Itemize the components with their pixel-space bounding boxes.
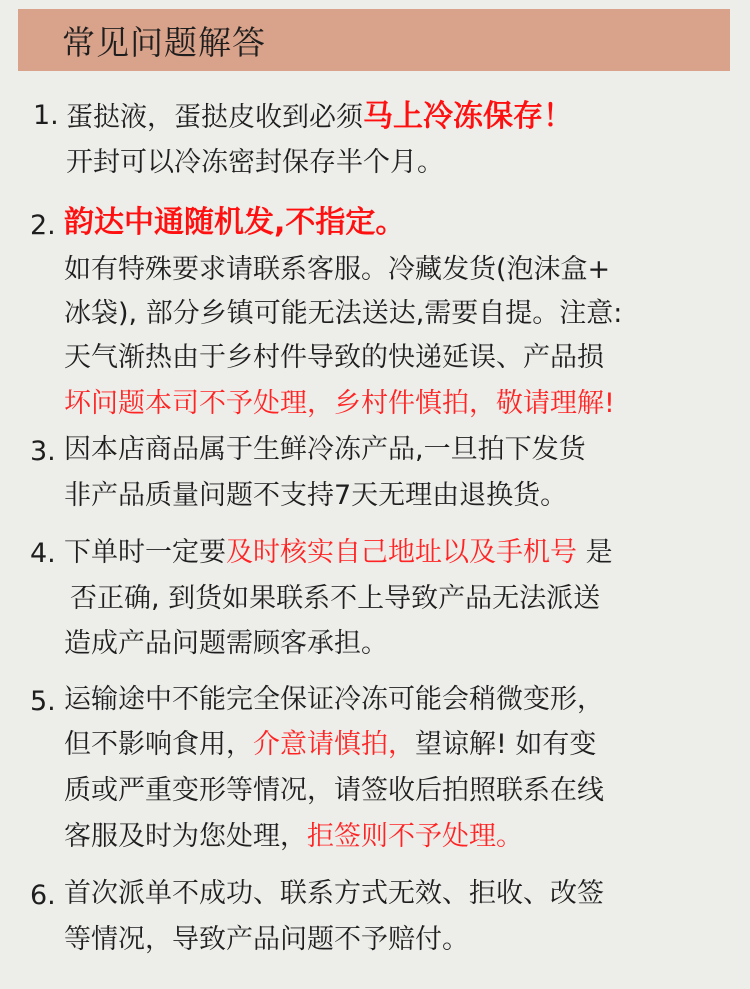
- item-number: 1.: [33, 100, 59, 131]
- item-5-text-2: 客服及时为您处理，: [64, 821, 307, 852]
- item-4-text-end: 是: [577, 537, 613, 568]
- item-3-line-2: 非产品质量问题不支持7天无理由退换货。: [64, 480, 568, 511]
- item-4-text: 下单时一定要: [64, 537, 226, 568]
- item-1-text: 蛋挞液，蛋挞皮收到必须: [66, 102, 363, 133]
- item-2-line-3: 天气渐热由于乡村件导致的快递延误、产品损: [64, 342, 604, 373]
- page-title: 常见问题解答: [62, 22, 266, 62]
- item-4-highlight: 及时核实自己地址以及手机号: [226, 537, 577, 568]
- item-1-line-2: 开封可以冷冻密封保存半个月。: [66, 147, 444, 178]
- item-5-line-3: 质或严重变形等情况，请签收后拍照联系在线: [64, 775, 604, 806]
- item-5-line-2: [64, 727, 596, 763]
- item-5-text: 但不影响食用，: [64, 729, 253, 760]
- item-6-line-1: 首次派单不成功、联系方式无效、拒收、改签: [64, 878, 604, 909]
- item-1-line-1: [66, 99, 573, 136]
- item-2-line-4: 坏问题本司不予处理，乡村件慎拍，敬请理解!: [64, 388, 615, 419]
- item-5-text-end: 望谅解! 如有变: [415, 729, 597, 760]
- item-number: 4.: [30, 538, 56, 569]
- item-4-line-1: [64, 535, 613, 571]
- item-number: 5.: [30, 686, 56, 717]
- item-number: 2.: [30, 210, 56, 241]
- item-3-line-1: 因本店商品属于生鲜冷冻产品,一旦拍下发货: [64, 434, 586, 465]
- item-2-line-1: 如有特殊要求请联系客服。冷藏发货(泡沫盒+: [64, 254, 611, 285]
- item-5-highlight-2: 拒签则不予处理。: [307, 821, 523, 852]
- item-4-line-3: 造成产品问题需顾客承担。: [64, 628, 388, 659]
- title-bar: [18, 9, 730, 71]
- item-2-line-2: 冰袋), 部分乡镇可能无法送达,需要自提。注意:: [64, 298, 623, 329]
- item-2-headline: 韵达中通随机发,不指定。: [64, 205, 406, 240]
- item-6-line-2: 等情况，导致产品问题不予赔付。: [64, 924, 469, 955]
- item-number: 3.: [30, 436, 56, 467]
- item-4-line-2: 否正确, 到货如果联系不上导致产品无法派送: [70, 583, 601, 614]
- item-5-line-1: 运输途中不能完全保证冷冻可能会稍微变形，: [64, 684, 604, 715]
- item-5-line-4: [64, 819, 523, 855]
- item-number: 6.: [30, 880, 56, 911]
- item-1-warning: 马上冷冻保存！: [363, 99, 573, 134]
- item-5-highlight: 介意请慎拍，: [253, 729, 415, 760]
